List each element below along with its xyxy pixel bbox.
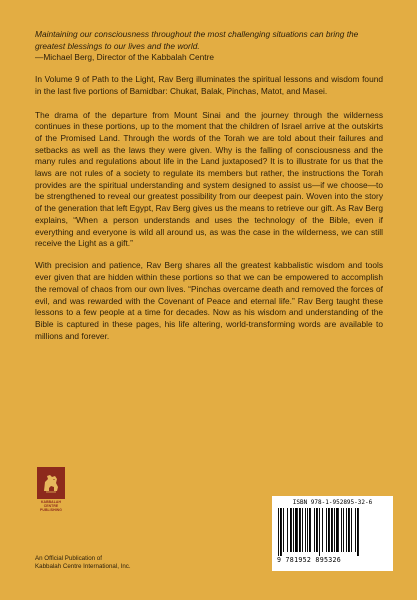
- barcode-bar: [295, 508, 298, 552]
- official-publication-note: [35, 555, 131, 571]
- barcode-bar: [336, 508, 339, 552]
- publisher-logo: [37, 467, 65, 513]
- barcode-bar: [355, 508, 356, 552]
- paragraph-drama: The drama of the departure from Mount Sinai and the journey through the wilderness continues in these portions, up to the moment that the children of Israel arrive at the outskirts of the Promised Land. Through the words of the Torah we are told about their failures and setbacks as well as the laws they were given. Why is the falling of consciousness and the many rules and regulations about life in the Land juxtaposed? It is to illustrate for us that the laws are not rules of a society to regulate its members but rather, the instructions the Torah provides are the spiritual understanding and system designed to assist us—if we choose—to be strengthened to reveal our greatest possibility from our deepest pain. Woven into the story of the generation that left Egypt, Rav Berg gives us the means to retrieve our gift. As Rav Berg explains, “When a person understands and uses the technology of the Bible, even if everything and everyone is wild all around us, as was the case in the wilderness, we can still receive the Light as a gift.”: [35, 109, 383, 249]
- paragraph-intro: In Volume 9 of Path to the Light, Rav Berg illuminates the spiritual lessons and wisdom found in the last five portions of Bamidbar: Chukat, Balak, Pinchas, Matot, and Masei.: [35, 74, 383, 96]
- barcode-bar: [314, 508, 315, 552]
- isbn-number: ISBN 978-1-952895-32-6: [292, 499, 373, 506]
- barcode-bar: [283, 508, 284, 552]
- barcode-bars-icon: [277, 508, 388, 556]
- barcode-bar: [278, 508, 279, 556]
- barcode-bar: [331, 508, 333, 552]
- barcode-bar: [299, 508, 301, 552]
- logo-line-1: KABBALAH: [40, 500, 61, 504]
- barcode-bar: [326, 508, 327, 552]
- barcode-bar: [305, 508, 306, 552]
- barcode-bar: [302, 508, 303, 552]
- barcode-bar: [307, 508, 308, 552]
- lion-emblem-icon: [37, 467, 65, 499]
- barcode-bar: [309, 508, 311, 552]
- barcode-bar: [319, 508, 320, 556]
- barcode-bar: [351, 508, 352, 552]
- barcode-bar: [290, 508, 292, 552]
- official-line-2: Kabbalah Centre International, Inc.: [35, 563, 131, 570]
- barcode-bar: [316, 508, 318, 552]
- logo-line-3: PUBLISHING: [40, 507, 62, 512]
- barcode-bar: [293, 508, 294, 552]
- publisher-logo-label: [37, 501, 65, 512]
- barcode-bar: [341, 508, 342, 552]
- logo-line-2: CENTRE: [43, 503, 59, 508]
- barcode-bar: [346, 508, 347, 552]
- barcode-bar: [280, 508, 282, 556]
- barcode-bar: [357, 508, 359, 556]
- barcode-bar: [328, 508, 330, 552]
- epigraph-quote: Maintaining our consciousness throughout the most challenging situations can bring the greatest blessings to our lives and the world.: [35, 29, 359, 51]
- barcode-bar: [348, 508, 350, 552]
- barcode-digits: 9 781952 895326: [277, 556, 342, 564]
- isbn-barcode: [272, 496, 393, 571]
- barcode-bar: [334, 508, 335, 552]
- epigraph-attribution: —Michael Berg, Director of the Kabbalah Centre: [35, 52, 215, 63]
- barcode-bar: [322, 508, 323, 552]
- back-cover-text: [35, 29, 383, 353]
- barcode-bar: [287, 508, 288, 552]
- barcode-bar: [343, 508, 344, 552]
- official-line-1: An Official Publication of: [35, 555, 102, 562]
- paragraph-precision: With precision and patience, Rav Berg shares all the greatest kabbalistic wisdom and tools ever given that are hidden within these portions so that we can be empowered to accomplish the removal of chaos from our own lives. “Pinchas overcame death and removed the forces of evil, and was rewarded with the Covenant of Peace and eternal life.” Rav Berg taught these lessons to a few people at a time for decades. Now as his wisdom and understanding of the Bible is captured in these pages, his life altering, world-transforming words are available to millions and forever.: [35, 260, 383, 341]
